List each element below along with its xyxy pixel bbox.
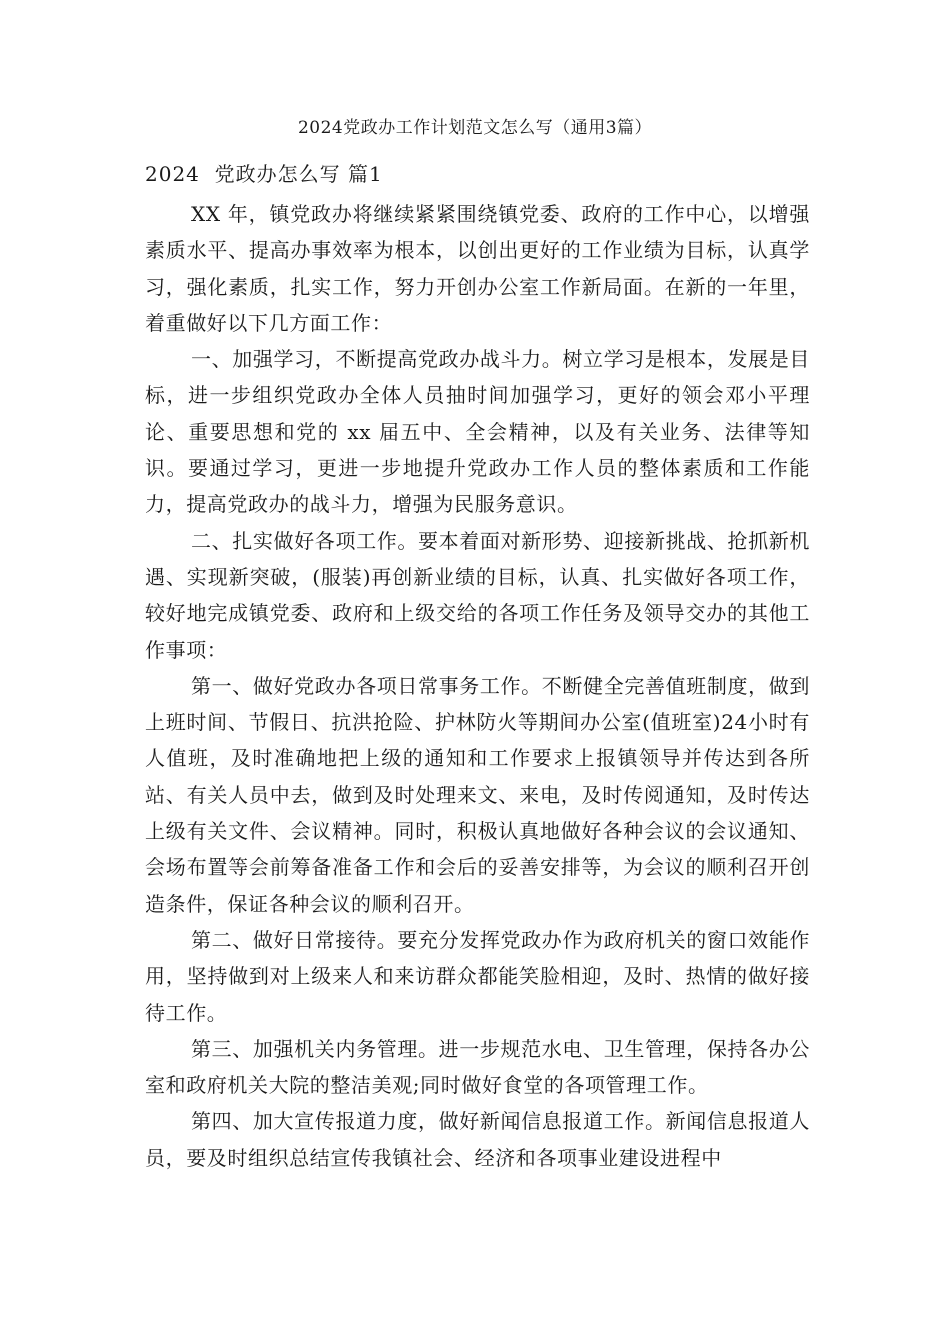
paragraph: XX 年，镇党政办将继续紧紧围绕镇党委、政府的工作中心，以增强素质水平、提高办事效率为根本，以创出更好的工作业绩为目标，认真学习，强化素质，扎实工作，努力开创办公室工作新局面。在新的一年里，着重做好以下几方面工作： <box>145 202 810 335</box>
section-heading: 2024 党政办怎么写 篇1 <box>145 162 383 186</box>
paragraph: 第二、做好日常接待。要充分发挥党政办作为政府机关的窗口效能作用，坚持做到对上级来人和来访群众都能笑脸相迎，及时、热情的做好接待工作。 <box>145 927 810 1025</box>
document-body <box>145 196 810 1176</box>
paragraph: 一、加强学习，不断提高党政办战斗力。树立学习是根本，发展是目标，进一步组织党政办全体人员抽时间加强学习，更好的领会邓小平理论、重要思想和党的 xx 届五中、全会精神，以及有关业务、法律等知识。要通过学习，更进一步地提升党政办工作人员的整体素质和工作能力，提高党政办的战斗力，增强为民服务意识。 <box>145 347 810 517</box>
paragraph: 二、扎实做好各项工作。要本着面对新形势、迎接新挑战、抢抓新机遇、实现新突破，(服装)再创新业绩的目标，认真、扎实做好各项工作，较好地完成镇党委、政府和上级交给的各项工作任务及领导交办的其他工作事项： <box>145 528 810 662</box>
document-title: 2024党政办工作计划范文怎么写（通用3篇） <box>297 118 653 138</box>
paragraph: 第三、加强机关内务管理。进一步规范水电、卫生管理，保持各办公室和政府机关大院的整洁美观;同时做好食堂的各项管理工作。 <box>145 1036 810 1098</box>
paragraph: 第四、加大宣传报道力度，做好新闻信息报道工作。新闻信息报道人员，要及时组织总结宣传我镇社会、经济和各项事业建设进程中 <box>145 1109 810 1170</box>
paragraph: 第一、做好党政办各项日常事务工作。不断健全完善值班制度，做到上班时间、节假日、抗洪抢险、护林防火等期间办公室(值班室)24小时有人值班，及时准确地把上级的通知和工作要求上报镇领导并传达到各所站、有关人员中去，做到及时处理来文、来电，及时传阅通知，及时传达上级有关文件、会议精神。同时，积极认真地做好各种会议的会议通知、会场布置等会前筹备准备工作和会后的妥善安排等，为会议的顺利召开创造条件，保证各种会议的顺利召开。 <box>145 673 810 916</box>
